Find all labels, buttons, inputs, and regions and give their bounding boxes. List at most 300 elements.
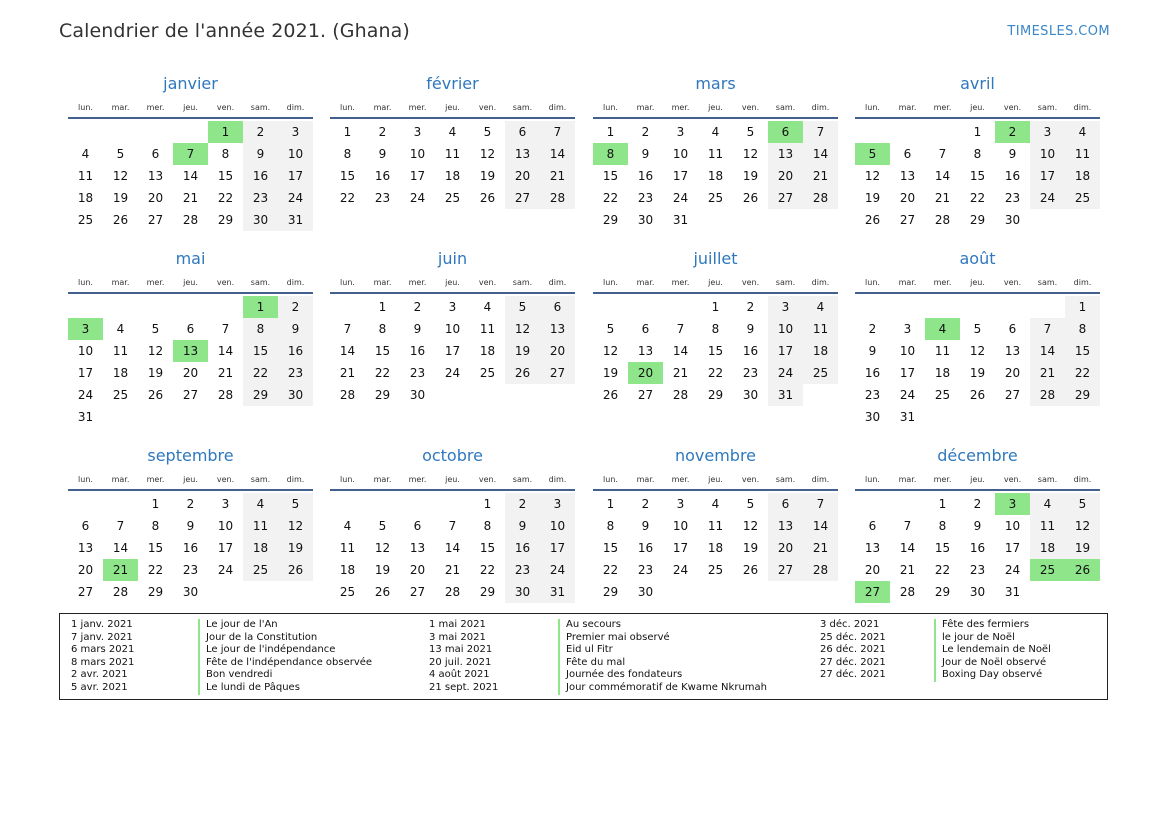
holiday-day-cell: 3 (68, 318, 103, 340)
legend-dates-col-1 (71, 619, 134, 695)
day-cell: 7 (448, 519, 457, 533)
day-cell: 15 (969, 169, 986, 183)
weekday-label: mar. (373, 475, 392, 484)
empty-cell (68, 121, 103, 143)
day-cell: 6 (903, 147, 912, 161)
weekday-label: ven. (1003, 278, 1022, 287)
day-cell: 8 (343, 147, 352, 161)
weekday-label: lun. (865, 103, 880, 112)
weekend-day-cell: 16 (243, 165, 278, 187)
day-cell: 27 (147, 213, 164, 227)
weekend-day-cell: 3 (540, 493, 575, 515)
legend-date: 1 mai 2021 (429, 619, 486, 630)
header-rule (330, 292, 575, 294)
day-cell: 14 (899, 541, 916, 555)
day-cell: 25 (707, 563, 724, 577)
day-cell: 28 (182, 213, 199, 227)
month-name: mars (695, 74, 736, 93)
day-cell: 29 (217, 213, 234, 227)
day-cell: 7 (903, 519, 912, 533)
weekday-label: mar. (898, 278, 917, 287)
day-cell: 26 (969, 388, 986, 402)
day-cell: 10 (217, 519, 234, 533)
day-cell: 30 (637, 585, 654, 599)
weekday-label: jeu. (708, 103, 723, 112)
day-cell: 1 (711, 300, 720, 314)
weekend-day-cell: 14 (540, 143, 575, 165)
weekend-day-cell: 4 (803, 296, 838, 318)
legend-holiday-name: Le jour de l'An (198, 619, 372, 632)
day-cell: 20 (864, 563, 881, 577)
header-rule (855, 117, 1100, 119)
day-cell: 29 (374, 388, 391, 402)
weekday-label: lun. (603, 475, 618, 484)
day-grid (330, 121, 575, 209)
day-cell: 18 (444, 169, 461, 183)
legend-date: 13 mai 2021 (429, 644, 493, 656)
day-cell: 13 (147, 169, 164, 183)
day-cell: 22 (934, 563, 951, 577)
weekend-day-cell: 11 (803, 318, 838, 340)
legend-holiday-name: Jour de la Constitution (198, 632, 372, 645)
weekday-label: sam. (1037, 475, 1058, 484)
weekday-label: mer. (408, 475, 427, 484)
day-cell: 26 (374, 585, 391, 599)
day-cell: 10 (77, 344, 94, 358)
day-cell: 17 (672, 169, 689, 183)
empty-cell (103, 121, 138, 143)
holiday-day-cell: 4 (925, 318, 960, 340)
day-cell: 4 (343, 519, 352, 533)
weekday-label: dim. (548, 103, 567, 112)
month-3 (593, 73, 838, 231)
header-rule (593, 292, 838, 294)
weekend-day-cell: 27 (540, 362, 575, 384)
holiday-day-cell: 21 (103, 559, 138, 581)
weekend-day-cell: 8 (1065, 318, 1100, 340)
weekend-day-cell: 5 (278, 493, 313, 515)
day-cell: 19 (602, 366, 619, 380)
day-cell: 9 (641, 147, 650, 161)
weekday-label: lun. (340, 278, 355, 287)
weekend-day-cell: 21 (1030, 362, 1065, 384)
weekend-day-cell: 20 (505, 165, 540, 187)
weekend-day-cell: 9 (278, 318, 313, 340)
day-cell: 25 (112, 388, 129, 402)
day-cell: 26 (742, 191, 759, 205)
weekday-label: dim. (811, 475, 830, 484)
day-cell: 31 (672, 213, 689, 227)
day-cell: 13 (864, 541, 881, 555)
weekday-label: mer. (933, 278, 952, 287)
day-cell: 12 (147, 344, 164, 358)
day-cell: 19 (374, 563, 391, 577)
day-cell: 5 (378, 519, 387, 533)
weekday-label: ven. (216, 103, 235, 112)
day-cell: 27 (77, 585, 94, 599)
weekday-label: dim. (286, 103, 305, 112)
holiday-day-cell: 13 (173, 340, 208, 362)
day-cell: 6 (151, 147, 160, 161)
day-cell: 18 (112, 366, 129, 380)
legend-date: 2 avr. 2021 (71, 669, 128, 681)
empty-cell (593, 296, 628, 318)
legend-holiday-name: Fête des fermiers (934, 619, 1051, 632)
day-cell: 11 (707, 147, 724, 161)
day-cell: 8 (151, 519, 160, 533)
day-cell: 13 (899, 169, 916, 183)
empty-cell (208, 296, 243, 318)
day-cell: 10 (672, 147, 689, 161)
empty-cell (138, 296, 173, 318)
day-cell: 15 (934, 541, 951, 555)
empty-cell (400, 493, 435, 515)
weekend-day-cell: 3 (278, 121, 313, 143)
weekend-day-cell: 17 (1030, 165, 1065, 187)
empty-cell (960, 296, 995, 318)
weekday-header (855, 472, 1100, 488)
legend-holiday-name: Jour commémoratif de Kwame Nkrumah (558, 682, 767, 695)
day-cell: 2 (641, 125, 650, 139)
weekday-header (68, 275, 313, 291)
day-cell: 19 (864, 191, 881, 205)
day-cell: 29 (602, 585, 619, 599)
day-cell: 6 (186, 322, 195, 336)
day-cell: 2 (641, 497, 650, 511)
legend-date: 26 déc. 2021 (820, 644, 886, 656)
day-cell: 2 (868, 322, 877, 336)
weekend-day-cell: 31 (540, 581, 575, 603)
weekday-label: dim. (286, 475, 305, 484)
month-5 (68, 248, 313, 428)
day-cell: 21 (182, 191, 199, 205)
empty-cell (68, 296, 103, 318)
weekend-day-cell: 6 (540, 296, 575, 318)
month-name: février (426, 74, 479, 93)
weekday-header (593, 275, 838, 291)
day-cell: 30 (864, 410, 881, 424)
day-cell: 24 (444, 366, 461, 380)
weekday-label: jeu. (708, 278, 723, 287)
weekday-header (593, 472, 838, 488)
day-cell: 8 (938, 519, 947, 533)
brand-link[interactable]: TIMESLES.COM (1007, 24, 1110, 39)
day-cell: 23 (182, 563, 199, 577)
day-cell: 16 (409, 344, 426, 358)
day-cell: 1 (938, 497, 947, 511)
day-cell: 5 (746, 497, 755, 511)
month-9 (68, 445, 313, 603)
day-cell: 15 (217, 169, 234, 183)
weekday-label: sam. (250, 103, 271, 112)
weekend-day-cell: 2 (243, 121, 278, 143)
holiday-day-cell: 5 (855, 143, 890, 165)
day-cell: 20 (147, 191, 164, 205)
legend-date: 8 mars 2021 (71, 656, 135, 668)
weekend-day-cell: 13 (505, 143, 540, 165)
day-cell: 5 (151, 322, 160, 336)
weekend-day-cell: 26 (278, 559, 313, 581)
day-cell: 25 (934, 388, 951, 402)
weekday-label: ven. (478, 103, 497, 112)
day-cell: 6 (1008, 322, 1017, 336)
day-grid (68, 296, 313, 428)
day-cell: 3 (221, 497, 230, 511)
day-cell: 27 (182, 388, 199, 402)
day-cell: 10 (1004, 519, 1021, 533)
weekend-day-cell: 13 (768, 515, 803, 537)
weekday-label: ven. (741, 103, 760, 112)
weekday-label: lun. (603, 103, 618, 112)
day-cell: 11 (934, 344, 951, 358)
day-cell: 11 (77, 169, 94, 183)
day-cell: 3 (448, 300, 457, 314)
weekend-day-cell: 15 (1065, 340, 1100, 362)
legend-date: 27 déc. 2021 (820, 669, 886, 681)
weekend-day-cell: 7 (803, 493, 838, 515)
empty-cell (365, 493, 400, 515)
day-cell: 21 (672, 366, 689, 380)
header-rule (330, 117, 575, 119)
day-cell: 1 (483, 497, 492, 511)
day-cell: 15 (147, 541, 164, 555)
day-cell: 3 (413, 125, 422, 139)
day-cell: 31 (1004, 585, 1021, 599)
empty-cell (103, 493, 138, 515)
weekday-label: mer. (146, 278, 165, 287)
day-cell: 16 (969, 541, 986, 555)
weekday-label: mar. (111, 475, 130, 484)
day-cell: 1 (378, 300, 387, 314)
weekday-label: ven. (216, 475, 235, 484)
weekend-day-cell: 13 (540, 318, 575, 340)
month-name: mai (175, 249, 206, 268)
empty-cell (890, 493, 925, 515)
holiday-day-cell: 6 (768, 121, 803, 143)
day-cell: 11 (707, 519, 724, 533)
weekday-label: sam. (250, 475, 271, 484)
weekday-label: ven. (216, 278, 235, 287)
weekend-day-cell: 14 (803, 143, 838, 165)
month-name: novembre (674, 446, 757, 465)
weekend-day-cell: 8 (243, 318, 278, 340)
day-cell: 28 (444, 585, 461, 599)
weekday-label: dim. (811, 278, 830, 287)
day-grid (855, 493, 1100, 603)
day-cell: 8 (221, 147, 230, 161)
day-cell: 19 (112, 191, 129, 205)
weekday-label: mar. (111, 103, 130, 112)
weekday-label: dim. (1073, 475, 1092, 484)
month-4 (855, 73, 1100, 231)
day-cell: 17 (444, 344, 461, 358)
day-cell: 25 (339, 585, 356, 599)
legend-date: 7 janv. 2021 (71, 631, 133, 643)
month-name: janvier (163, 74, 218, 93)
weekend-day-cell: 18 (243, 537, 278, 559)
empty-cell (925, 296, 960, 318)
weekday-label: ven. (478, 278, 497, 287)
holiday-day-cell: 1 (243, 296, 278, 318)
weekday-label: jeu. (445, 103, 460, 112)
weekend-day-cell: 17 (768, 340, 803, 362)
weekday-label: mar. (898, 475, 917, 484)
legend-holiday-name: Jour de Noël observé (934, 657, 1051, 670)
legend-holiday-name: Fête de l'indépendance observée (198, 657, 372, 670)
day-cell: 25 (77, 213, 94, 227)
weekend-day-cell: 10 (768, 318, 803, 340)
day-cell: 29 (707, 388, 724, 402)
holiday-day-cell: 27 (855, 581, 890, 603)
day-grid (593, 296, 838, 406)
weekend-day-cell: 9 (243, 143, 278, 165)
day-cell: 17 (217, 541, 234, 555)
day-grid (330, 296, 575, 406)
day-grid (593, 121, 838, 231)
weekday-header (855, 100, 1100, 116)
day-cell: 3 (903, 322, 912, 336)
weekend-day-cell: 24 (540, 559, 575, 581)
month-6 (330, 248, 575, 406)
day-cell: 19 (147, 366, 164, 380)
month-name: juillet (693, 249, 738, 268)
weekday-label: jeu. (970, 278, 985, 287)
weekday-label: sam. (775, 278, 796, 287)
day-cell: 25 (444, 191, 461, 205)
day-cell: 17 (409, 169, 426, 183)
day-cell: 5 (746, 125, 755, 139)
day-cell: 1 (973, 125, 982, 139)
day-cell: 18 (707, 169, 724, 183)
day-cell: 30 (1004, 213, 1021, 227)
day-cell: 24 (672, 563, 689, 577)
day-cell: 22 (707, 366, 724, 380)
weekend-day-cell: 5 (505, 296, 540, 318)
day-cell: 16 (637, 169, 654, 183)
day-cell: 23 (637, 191, 654, 205)
day-grid (330, 493, 575, 603)
empty-cell (330, 296, 365, 318)
day-grid (68, 121, 313, 231)
day-cell: 16 (182, 541, 199, 555)
day-cell: 19 (742, 541, 759, 555)
weekday-label: mar. (636, 475, 655, 484)
day-cell: 15 (339, 169, 356, 183)
header-rule (68, 489, 313, 491)
weekend-day-cell: 4 (1065, 121, 1100, 143)
day-cell: 22 (479, 563, 496, 577)
day-cell: 5 (973, 322, 982, 336)
weekday-label: mer. (671, 103, 690, 112)
month-1 (68, 73, 313, 231)
day-cell: 8 (711, 322, 720, 336)
weekend-day-cell: 25 (243, 559, 278, 581)
weekend-day-cell: 17 (278, 165, 313, 187)
day-cell: 2 (746, 300, 755, 314)
month-12 (855, 445, 1100, 603)
weekday-label: lun. (865, 278, 880, 287)
weekend-day-cell: 24 (1030, 187, 1065, 209)
day-cell: 12 (479, 147, 496, 161)
day-cell: 2 (186, 497, 195, 511)
weekend-day-cell: 10 (540, 515, 575, 537)
weekend-day-cell: 16 (278, 340, 313, 362)
weekday-label: jeu. (970, 103, 985, 112)
day-cell: 9 (746, 322, 755, 336)
weekend-day-cell: 19 (278, 537, 313, 559)
day-cell: 30 (742, 388, 759, 402)
holiday-day-cell: 2 (995, 121, 1030, 143)
day-cell: 22 (147, 563, 164, 577)
day-cell: 17 (1004, 541, 1021, 555)
weekend-day-cell: 16 (505, 537, 540, 559)
month-7 (593, 248, 838, 406)
day-cell: 11 (112, 344, 129, 358)
weekend-day-cell: 10 (1030, 143, 1065, 165)
day-cell: 24 (77, 388, 94, 402)
day-cell: 20 (899, 191, 916, 205)
day-cell: 1 (606, 125, 615, 139)
weekday-label: ven. (1003, 103, 1022, 112)
legend-date: 20 juil. 2021 (429, 656, 492, 668)
weekend-day-cell: 19 (505, 340, 540, 362)
day-cell: 13 (1004, 344, 1021, 358)
day-cell: 31 (899, 410, 916, 424)
weekday-label: lun. (603, 278, 618, 287)
weekend-day-cell: 11 (1065, 143, 1100, 165)
weekend-day-cell: 26 (505, 362, 540, 384)
weekend-day-cell: 13 (768, 143, 803, 165)
legend-holiday-name: Bon vendredi (198, 669, 372, 682)
empty-cell (855, 493, 890, 515)
weekday-label: ven. (1003, 475, 1022, 484)
day-cell: 8 (378, 322, 387, 336)
empty-cell (890, 121, 925, 143)
weekday-header (330, 100, 575, 116)
day-cell: 7 (116, 519, 125, 533)
day-cell: 15 (479, 541, 496, 555)
weekday-header (855, 275, 1100, 291)
day-cell: 1 (343, 125, 352, 139)
weekend-day-cell: 6 (768, 493, 803, 515)
legend-dates-col-3 (820, 619, 886, 682)
weekday-label: mer. (933, 103, 952, 112)
weekend-day-cell: 2 (505, 493, 540, 515)
weekday-label: mer. (671, 278, 690, 287)
empty-cell (855, 296, 890, 318)
day-cell: 6 (868, 519, 877, 533)
weekend-day-cell: 5 (1065, 493, 1100, 515)
day-cell: 23 (864, 388, 881, 402)
day-cell: 7 (221, 322, 230, 336)
legend-holiday-name: Premier mai observé (558, 632, 767, 645)
weekend-day-cell: 22 (1065, 362, 1100, 384)
day-cell: 16 (864, 366, 881, 380)
weekend-day-cell: 20 (540, 340, 575, 362)
weekend-day-cell: 29 (1065, 384, 1100, 406)
weekend-day-cell: 30 (243, 209, 278, 231)
weekday-label: ven. (741, 475, 760, 484)
day-cell: 18 (707, 541, 724, 555)
month-10 (330, 445, 575, 603)
day-cell: 16 (637, 541, 654, 555)
day-cell: 6 (641, 322, 650, 336)
day-cell: 19 (742, 169, 759, 183)
weekday-label: dim. (286, 278, 305, 287)
weekend-day-cell: 7 (1030, 318, 1065, 340)
day-cell: 25 (479, 366, 496, 380)
weekend-day-cell: 21 (803, 537, 838, 559)
